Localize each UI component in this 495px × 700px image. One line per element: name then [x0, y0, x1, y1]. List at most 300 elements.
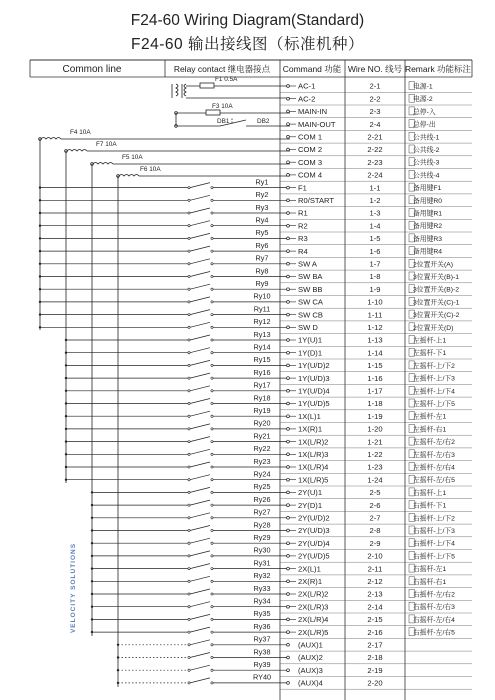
contact-blade [190, 678, 210, 683]
terminal [287, 199, 290, 202]
contact-terminal [188, 466, 190, 468]
bus-junction [91, 606, 93, 608]
remark-cell: 右摇杆-左/右2 [413, 591, 455, 599]
contact-blade [190, 640, 210, 645]
contact-blade [190, 373, 210, 378]
remark-cell: 左摇杆-上/下5 [413, 401, 455, 408]
contact-blade [190, 272, 210, 277]
contact-blade [190, 335, 210, 340]
contact-blade [190, 233, 210, 238]
contact-blade [190, 526, 210, 531]
terminal [287, 135, 290, 138]
contact-terminal [211, 314, 213, 316]
contact-blade [190, 208, 210, 213]
command-cell: 1X(L/R)2 [298, 437, 329, 447]
contact-terminal [211, 199, 213, 201]
command-cell: AC-1 [298, 81, 316, 91]
wire-cell: 1-6 [369, 246, 381, 256]
wire-cell: 1-22 [367, 450, 383, 459]
contact-terminal [211, 326, 213, 328]
remark-cell: 3位置开关(C)-1 [413, 299, 460, 307]
bus-junction [91, 504, 93, 506]
watermark-text: VELOCITY SOLUTIONS [70, 542, 77, 634]
contact-blade [190, 475, 210, 480]
contact-terminal [211, 301, 213, 303]
bus-junction [39, 250, 41, 252]
contact-terminal [211, 529, 213, 531]
remark-cell: 右摇杆-左/右5 [413, 629, 455, 637]
contact-blade [190, 322, 210, 327]
contact-terminal [211, 225, 213, 227]
terminal [287, 440, 290, 443]
remark-cell: 备用键F1 [413, 185, 442, 193]
command-cell: (AUX)1 [298, 640, 323, 650]
contact-blade [190, 195, 210, 200]
contact-terminal [211, 364, 213, 366]
wire-cell: 1-9 [369, 284, 381, 294]
bus-junction [91, 542, 93, 544]
command-cell: 2X(L)1 [298, 564, 321, 574]
wire-cell: 1-3 [369, 208, 381, 218]
remark-cell: 左摇杆-上1 [413, 337, 447, 345]
wire-cell: 1-20 [367, 424, 383, 434]
contact-blade [190, 360, 210, 365]
contact-terminal [188, 504, 190, 506]
diagram-subtitle: F24-60 输出接线图（标准机种） [131, 36, 364, 53]
contact-blade [190, 411, 210, 416]
contact-terminal [211, 250, 213, 252]
contact-terminal [211, 618, 213, 620]
command-cell: COM 2 [298, 145, 323, 155]
relay-label: Ry26 [253, 494, 271, 504]
relay-label: Ry18 [253, 393, 271, 403]
bus-junction [91, 618, 93, 620]
fuse-f7-label: F7 10A [96, 141, 117, 148]
wire-cell: 1-5 [369, 234, 381, 244]
terminal [287, 123, 290, 126]
bus-junction [91, 567, 93, 569]
relay-label: Ry30 [253, 545, 271, 555]
contact-terminal [211, 656, 213, 658]
bus-junction [39, 326, 41, 328]
wire-cell: 1-7 [369, 259, 381, 269]
contact-terminal [211, 212, 213, 214]
contact-terminal [188, 580, 190, 582]
command-cell: 2X(L/R)3 [298, 602, 329, 612]
contact-terminal [211, 339, 213, 341]
relay-label: Ry2 [255, 190, 269, 200]
relay-label: Ry15 [253, 355, 271, 365]
wire-cell: 2-10 [367, 551, 383, 561]
contact-terminal [211, 606, 213, 608]
wire-cell: 2-13 [367, 589, 383, 599]
fuse-f3-label: F3 10A [212, 103, 233, 110]
relay-label: Ry29 [253, 533, 271, 542]
contact-blade [190, 653, 210, 658]
contact-terminal [211, 263, 213, 265]
contact-terminal [188, 199, 190, 201]
contact-terminal [188, 352, 190, 354]
bus-junction [65, 479, 67, 481]
contact-terminal [211, 682, 213, 684]
remark-cell: 右摇杆-右1 [413, 578, 447, 586]
relay-label: Ry34 [253, 596, 271, 606]
contact-terminal [211, 275, 213, 277]
remark-cell: 左摇杆-左/右3 [413, 451, 455, 459]
remark-cell: 2位置开关(A) [413, 261, 454, 269]
terminal [287, 555, 290, 558]
relay-label: Ry20 [253, 418, 271, 428]
command-cell: R4 [298, 246, 308, 256]
contact-terminal [211, 542, 213, 544]
terminal [287, 580, 290, 583]
wire-cell: 2-2 [369, 94, 381, 104]
terminal [287, 326, 290, 329]
command-cell: SW CB [298, 310, 323, 320]
command-cell: 1Y(U/D)4 [298, 386, 330, 396]
remark-cell: 右摇杆-左/右4 [413, 616, 455, 624]
remark-cell: 左摇杆-右1 [413, 426, 447, 434]
relay-label: Ry21 [253, 431, 271, 441]
command-cell: 1Y(U/D)3 [298, 373, 330, 383]
relay-label: Ry13 [253, 329, 271, 339]
contact-blade [190, 564, 210, 569]
terminal [287, 288, 290, 291]
contact-terminal [188, 593, 190, 595]
contact-terminal [188, 275, 190, 277]
bus-junction [91, 555, 93, 557]
command-cell: 2Y(U)1 [298, 488, 323, 498]
terminal [287, 389, 290, 392]
remark-cell: 左摇杆-左/右5 [413, 477, 455, 485]
command-cell: 1X(L/R)4 [298, 462, 329, 472]
bus-junction [65, 440, 67, 442]
relay-label: Ry16 [253, 367, 271, 377]
remark-cell: 2位置开关(D) [413, 324, 454, 332]
remark-cell: 总停-入 [413, 108, 436, 116]
wire-cell: 1-13 [367, 335, 383, 345]
relay-label: RY40 [252, 672, 272, 682]
wire-cell: 1-21 [367, 437, 383, 447]
remark-cell: 左摇杆-左1 [413, 413, 447, 421]
diagram-title: F24-60 Wiring Diagram(Standard) [130, 12, 365, 29]
contact-terminal [211, 504, 213, 506]
fuse-f1-label: F1 0.5A [215, 76, 238, 83]
wire-cell: 2-1 [369, 81, 381, 91]
contact-terminal [188, 212, 190, 214]
remark-cell: 右摇杆-上/下2 [413, 515, 455, 523]
relay-label: Ry17 [253, 380, 271, 390]
wire-cell: 2-24 [367, 170, 383, 180]
wire-cell: 2-4 [369, 119, 381, 129]
command-cell: 2X(L/R)5 [298, 627, 329, 637]
terminal [287, 148, 290, 151]
wire-cell: 2-21 [367, 132, 383, 142]
header-remark: Remark 功能标注 [404, 64, 472, 74]
bus-junction [117, 656, 119, 658]
remark-cell: 右摇杆-左/右3 [413, 604, 455, 612]
wire-cell: 1-8 [369, 272, 381, 282]
relay-label: Ry4 [255, 215, 269, 225]
contact-terminal [211, 491, 213, 493]
command-cell: (AUX)4 [298, 678, 323, 688]
bus-junction [39, 225, 41, 227]
wire-cell: 1-12 [367, 323, 383, 332]
db1-label: DB1 [217, 118, 230, 125]
contact-terminal [211, 441, 213, 443]
wire-cell: 2-7 [369, 513, 381, 523]
contact-blade [190, 348, 210, 353]
command-cell: F1 [298, 183, 307, 193]
contact-terminal [211, 390, 213, 392]
wire-cell: 2-17 [367, 640, 383, 650]
contact-terminal [188, 263, 190, 265]
terminal [287, 212, 290, 215]
bus-junction [91, 491, 93, 493]
contact-terminal [188, 542, 190, 544]
command-cell: 1X(L/R)3 [298, 450, 329, 459]
command-cell: (AUX)3 [298, 665, 323, 675]
terminal [287, 428, 290, 431]
bus-junction [39, 186, 41, 188]
contact-terminal [211, 453, 213, 455]
remark-cell: 右摇杆-上/下4 [413, 540, 455, 548]
contact-blade [190, 399, 210, 404]
wire-cell: 1-1 [369, 183, 381, 193]
contact-terminal [211, 593, 213, 595]
bus-junction [65, 453, 67, 455]
header-wire-no: Wire NO. 线号 [347, 64, 403, 74]
relay-label: Ry25 [253, 482, 271, 492]
relay-label: Ry37 [253, 634, 271, 644]
command-cell: COM 3 [298, 157, 323, 167]
command-cell: (AUX)2 [298, 653, 323, 663]
terminal [287, 301, 290, 304]
remark-cell: 备用键R3 [413, 235, 443, 243]
relay-label: Ry31 [253, 558, 271, 568]
terminal [287, 174, 290, 177]
bus-junction [65, 428, 67, 430]
remark-cell: 左摇杆-上/下2 [413, 362, 455, 370]
command-cell: 1Y(U/D)2 [298, 361, 330, 371]
contact-blade [190, 386, 210, 391]
command-cell: 2Y(U/D)5 [298, 551, 330, 561]
terminal [287, 351, 290, 354]
bus-junction [65, 402, 67, 404]
contact-terminal [188, 669, 190, 671]
contact-terminal [188, 529, 190, 531]
remark-cell: 左摇杆-上/下3 [413, 375, 455, 383]
contact-terminal [188, 326, 190, 328]
contact-terminal [188, 568, 190, 570]
wire-cell: 1-14 [367, 348, 383, 358]
command-cell: MAIN-OUT [298, 119, 336, 129]
terminal [287, 453, 290, 456]
wire-cell: 2-23 [367, 157, 383, 167]
contact-terminal [188, 402, 190, 404]
bus-junction [91, 529, 93, 531]
command-cell: 2Y(U/D)3 [298, 526, 330, 536]
contact-terminal [211, 352, 213, 354]
contact-blade [190, 487, 210, 492]
contact-terminal [211, 428, 213, 430]
remark-cell: 公共线-1 [413, 134, 440, 142]
remark-cell: 左摇杆-上/下4 [413, 388, 455, 396]
fuse-f6-label: F6 10A [140, 166, 161, 173]
command-cell: 1X(L)1 [298, 411, 321, 421]
contact-terminal [211, 402, 213, 404]
terminal [287, 97, 290, 100]
contact-blade [190, 437, 210, 442]
terminal [287, 377, 290, 380]
command-cell: 2Y(U/D)4 [298, 538, 330, 548]
terminal [287, 161, 290, 164]
contact-blade [190, 576, 210, 581]
remark-cell: 电源-1 [413, 83, 433, 91]
relay-label: Ry32 [253, 571, 271, 581]
terminal [287, 478, 290, 481]
remark-cell: 电源-2 [413, 96, 433, 104]
command-cell: SW A [298, 259, 317, 269]
bus-junction [65, 466, 67, 468]
contact-blade [190, 259, 210, 264]
command-cell: 2Y(U/D)2 [298, 513, 330, 523]
remark-cell: 公共线-4 [413, 172, 440, 180]
contact-blade [190, 297, 210, 302]
contact-terminal [211, 631, 213, 633]
contact-terminal [188, 441, 190, 443]
command-cell: R3 [298, 234, 308, 244]
terminal [287, 262, 290, 265]
command-cell: 1Y(U)1 [298, 335, 323, 345]
contact-blade [190, 183, 210, 188]
command-cell: R2 [298, 221, 308, 231]
command-cell: 2X(L/R)2 [298, 589, 329, 599]
command-cell: SW D [298, 323, 318, 332]
wire-cell: 1-15 [367, 361, 383, 371]
relay-label: Ry14 [253, 342, 271, 352]
remark-cell: 右摇杆-下1 [413, 502, 447, 510]
contact-terminal [211, 517, 213, 519]
contact-blade [190, 246, 210, 251]
wire-cell: 2-9 [369, 538, 381, 548]
bus-junction [65, 352, 67, 354]
remark-cell: 备用键R2 [413, 223, 443, 231]
terminal [287, 593, 290, 596]
command-cell: COM 4 [298, 170, 323, 180]
relay-label: Ry7 [255, 253, 269, 263]
wire-cell: 1-19 [367, 411, 383, 421]
wire-cell: 1-11 [367, 310, 383, 320]
contact-blade [190, 551, 210, 556]
velocity-logo [70, 543, 77, 633]
bus-junction [117, 669, 119, 671]
contact-terminal [188, 555, 190, 557]
relay-label: Ry3 [255, 202, 269, 212]
wire-cell: 2-22 [367, 145, 383, 155]
terminal [287, 85, 290, 88]
terminal [287, 415, 290, 418]
contact-terminal [188, 250, 190, 252]
terminal [287, 643, 290, 646]
bus-junction [65, 364, 67, 366]
bus-junction [117, 644, 119, 646]
relay-label: Ry1 [255, 177, 269, 187]
wire-cell: 2-11 [367, 564, 383, 574]
contact-terminal [211, 377, 213, 379]
bus-junction [39, 288, 41, 290]
contact-terminal [188, 390, 190, 392]
bus-junction [65, 377, 67, 379]
contact-terminal [211, 644, 213, 646]
remark-cell: 右摇杆-左1 [413, 566, 447, 574]
contact-terminal [188, 606, 190, 608]
wire-cell: 2-15 [367, 615, 383, 625]
contact-terminal [188, 339, 190, 341]
remark-cell: 3位置开关(C)-2 [413, 312, 460, 320]
bus-junction [91, 593, 93, 595]
contact-terminal [188, 415, 190, 417]
relay-label: Ry6 [255, 240, 269, 250]
contact-terminal [188, 517, 190, 519]
contact-blade [190, 513, 210, 518]
contact-blade [190, 538, 210, 543]
command-cell: 1Y(U/D)5 [298, 399, 330, 409]
relay-label: Ry8 [255, 266, 269, 276]
terminal [287, 529, 290, 532]
remark-cell: 右摇杆-上/下5 [413, 553, 455, 561]
terminal [287, 466, 290, 469]
command-cell: 1X(R)1 [298, 424, 323, 434]
terminal [287, 618, 290, 621]
terminal [287, 656, 290, 659]
fuse-f5-label: F5 10A [122, 154, 143, 161]
contact-terminal [188, 656, 190, 658]
contact-blade [190, 602, 210, 607]
contact-terminal [211, 580, 213, 582]
relay-label: Ry24 [253, 469, 271, 479]
wire-cell: 2-19 [367, 665, 383, 675]
bus-junction [65, 415, 67, 417]
db2-label: DB2 [257, 118, 270, 125]
wire-cell: 1-17 [367, 386, 383, 396]
bus-junction [39, 199, 41, 201]
relay-label: Ry22 [253, 444, 271, 454]
remark-cell: 备用键R4 [413, 248, 443, 256]
contact-blade [190, 665, 210, 670]
contact-blade [190, 424, 210, 429]
contact-terminal [188, 644, 190, 646]
relay-label: Ry5 [255, 228, 269, 238]
bus-junction [39, 313, 41, 315]
relay-label: Ry19 [253, 406, 271, 415]
remark-cell: 备用键R0 [413, 197, 443, 205]
contact-terminal [188, 237, 190, 239]
bus-junction [117, 682, 119, 684]
command-cell: 1Y(D)1 [298, 348, 323, 358]
contact-terminal [188, 377, 190, 379]
wire-cell: 2-12 [367, 577, 383, 586]
contact-terminal [211, 555, 213, 557]
bus-junction [91, 517, 93, 519]
remark-cell: 左摇杆-左/右2 [413, 439, 455, 447]
terminal [287, 504, 290, 507]
contact-terminal [211, 187, 213, 189]
relay-label: Ry27 [253, 507, 271, 517]
remark-cell: 备用键R1 [413, 210, 443, 218]
header-relay-contact: Relay contact 继电器接点 [173, 64, 271, 74]
contact-terminal [211, 479, 213, 481]
